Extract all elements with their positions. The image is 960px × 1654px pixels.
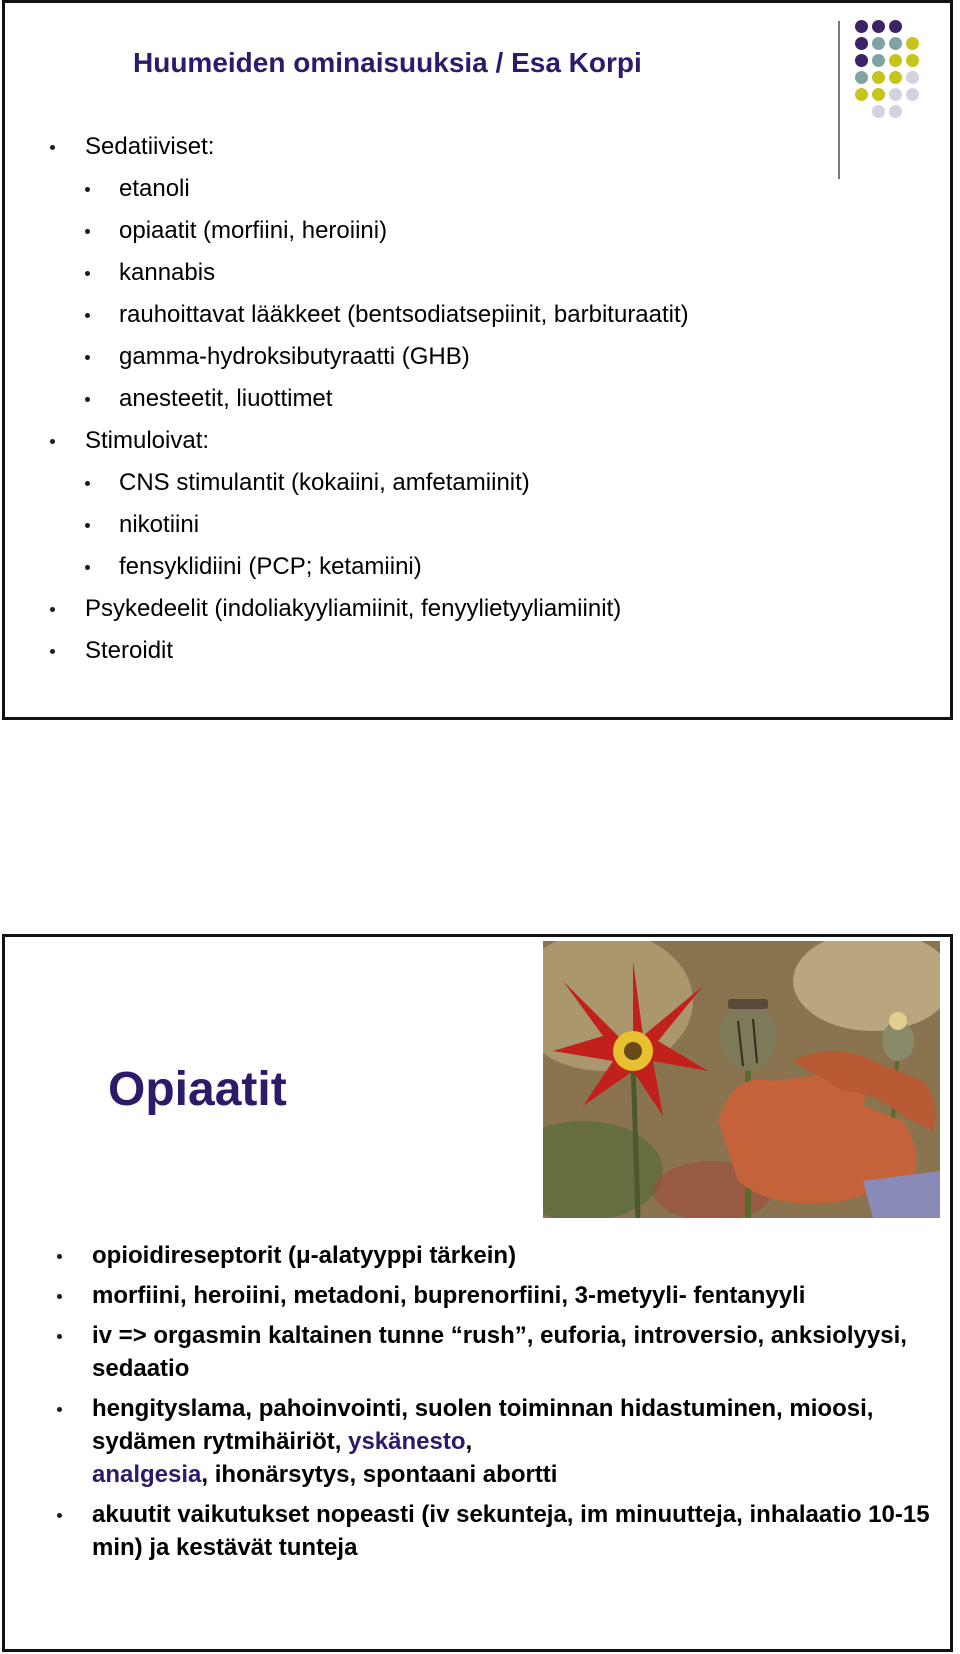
decorative-dot — [855, 88, 868, 101]
decorative-dot — [872, 105, 885, 118]
decorative-dot — [872, 54, 885, 67]
decorative-dot — [889, 20, 902, 33]
bullet-icon — [85, 229, 90, 234]
list-item — [5, 504, 945, 546]
punctuation: , — [465, 1428, 473, 1455]
list-item — [5, 420, 945, 462]
bullet-icon — [85, 565, 90, 570]
bullet-icon — [57, 1513, 62, 1518]
bullet-icon — [57, 1294, 62, 1299]
list-item — [5, 252, 945, 294]
bullet-icon — [57, 1334, 62, 1339]
decorative-dot — [855, 20, 868, 33]
list-item-text: nikotiini — [119, 511, 200, 538]
decorative-dot — [906, 71, 919, 84]
poppy-photo — [543, 941, 940, 1218]
list-item — [5, 588, 945, 630]
list-item-text: gamma-hydroksibutyraatti (GHB) — [119, 343, 470, 370]
list-item-text: kannabis — [119, 259, 216, 286]
bullet-icon — [50, 439, 55, 444]
list-item-text: iv => orgasmin kaltainen tunne “rush”, euforia, introversio, anksiolyysi, sedaatio — [92, 1322, 907, 1382]
decorative-dot — [906, 37, 919, 50]
decorative-dot — [906, 88, 919, 101]
list-item — [5, 1279, 945, 1312]
slide-2-title: Opiaatit — [108, 1063, 287, 1116]
list-item-text: CNS stimulantit (kokaiini, amfetamiinit) — [119, 469, 530, 496]
list-item — [5, 1392, 945, 1491]
list-item — [5, 546, 945, 588]
bullet-icon — [85, 313, 90, 318]
list-item — [5, 126, 945, 168]
list-item-text: morfiini, heroiini, metadoni, buprenorfiini, 3-metyyli- fentanyyli — [92, 1282, 806, 1309]
slide-1-title: Huumeiden ominaisuuksia / Esa Korpi — [133, 47, 642, 78]
decorative-dot — [872, 71, 885, 84]
list-item — [5, 462, 945, 504]
list-item — [5, 378, 945, 420]
decorative-dot — [872, 37, 885, 50]
highlighted-term: analgesia — [92, 1461, 202, 1488]
decorative-dot — [872, 88, 885, 101]
list-item-text: Psykedeelit (indoliakyyliamiinit, fenyylietyyliamiinit) — [85, 595, 622, 622]
highlighted-term: yskänesto — [348, 1428, 466, 1455]
list-item-text: rauhoittavat lääkkeet (bentsodiatsepiinit, barbituraatit) — [119, 301, 689, 328]
list-item — [5, 336, 945, 378]
bullet-icon — [85, 481, 90, 486]
list-item-text: opioidireseptorit (μ-alatyyppi tärkein) — [92, 1242, 517, 1269]
list-item — [5, 630, 945, 672]
bullet-icon — [85, 271, 90, 276]
decorative-dot — [906, 54, 919, 67]
decorative-dot — [855, 37, 868, 50]
list-item — [5, 1239, 945, 1272]
drug-category-list — [5, 126, 945, 672]
list-item — [5, 1319, 945, 1385]
list-item-text: fensyklidiini (PCP; ketamiini) — [119, 553, 422, 580]
bullet-icon — [85, 355, 90, 360]
decorative-dot — [872, 20, 885, 33]
bullet-icon — [50, 607, 55, 612]
list-item-text: etanoli — [119, 175, 190, 202]
poppy-photo-illustration — [543, 941, 940, 1218]
bullet-icon — [85, 523, 90, 528]
list-item-text: hengityslama, pahoinvointi, suolen toiminnan hidastuminen, mioosi, sydämen rytmihäiriöt, — [92, 1395, 874, 1455]
bullet-icon — [50, 649, 55, 654]
list-item-text: Sedatiiviset: — [85, 133, 215, 160]
decorative-dot — [889, 88, 902, 101]
opiate-facts-list — [5, 1239, 945, 1571]
list-item-text: Stimuloivat: — [85, 427, 210, 454]
list-item-text: opiaatit (morfiini, heroiini) — [119, 217, 388, 244]
decorative-dot — [889, 37, 902, 50]
decorative-dot — [855, 54, 868, 67]
slide-1 — [2, 0, 953, 720]
list-item-text: , ihonärsytys, spontaani abortti — [201, 1461, 558, 1488]
decorative-dot — [889, 54, 902, 67]
list-item — [5, 168, 945, 210]
list-item-text: Steroidit — [85, 637, 174, 664]
list-item — [5, 210, 945, 252]
bullet-icon — [57, 1407, 62, 1412]
list-item — [5, 294, 945, 336]
list-item-text: anesteetit, liuottimet — [119, 385, 333, 412]
bullet-icon — [85, 397, 90, 402]
bullet-icon — [50, 145, 55, 150]
slide-2 — [2, 934, 953, 1652]
bullet-icon — [57, 1254, 62, 1259]
decorative-dot — [855, 71, 868, 84]
bullet-icon — [85, 187, 90, 192]
decorative-dot — [889, 71, 902, 84]
decorative-dot — [889, 105, 902, 118]
list-item-text: akuutit vaikutukset nopeasti (iv sekunteja, im minuutteja, inhalaatio 10-15 min) ja kestävät tunteja — [92, 1501, 930, 1561]
list-item — [5, 1498, 945, 1564]
